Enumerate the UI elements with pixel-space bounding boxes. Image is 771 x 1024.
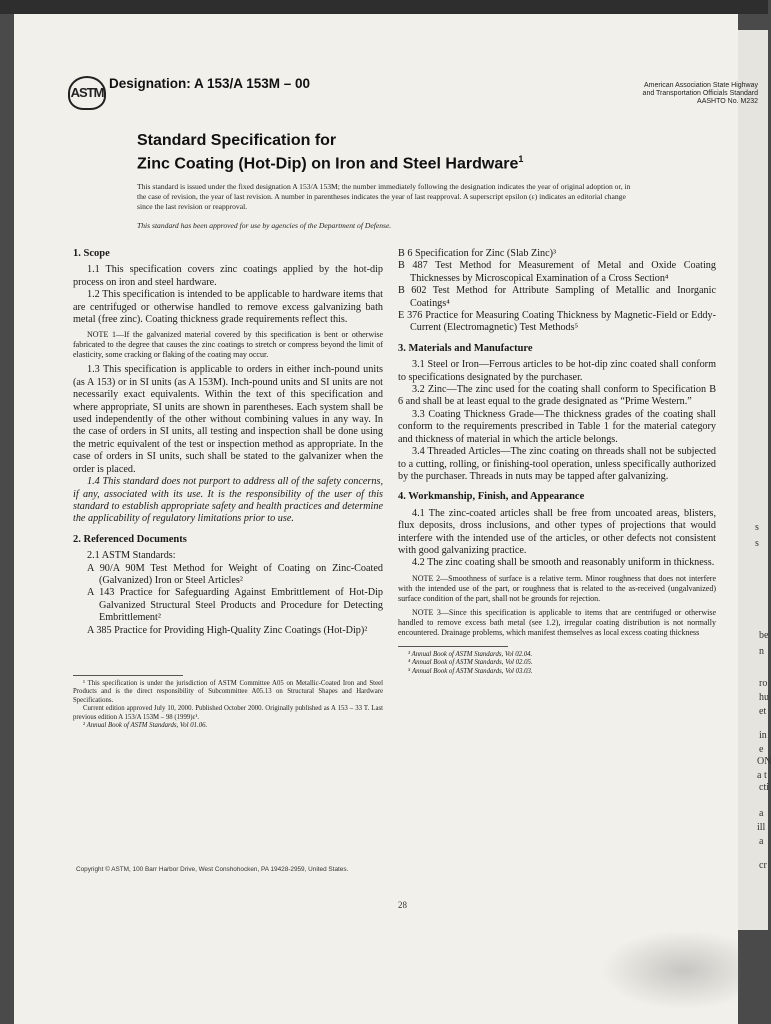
paragraph: 1.1 This specification covers zinc coatings applied by the hot-dip process on iron and steel hardware.: [73, 264, 383, 288]
next-page-fragment: ro: [759, 678, 768, 689]
reference-item: A 385 Practice for Providing High-Quality Zinc Coatings (Hot-Dip)²: [87, 624, 368, 636]
next-page-fragment: cti: [759, 782, 769, 793]
title-footnote-mark: 1: [518, 154, 524, 164]
scan-top-edge: [0, 0, 768, 14]
reference-item: B 602 Test Method for Attribute Sampling of Metallic and Inorganic Coatings⁴: [398, 285, 716, 309]
footnote: ³ Annual Book of ASTM Standards, Vol 02.04.: [408, 650, 533, 658]
next-page-fragment: s: [755, 538, 759, 549]
right-column: [398, 248, 716, 676]
paragraph: 2.1 ASTM Standards:: [87, 550, 176, 562]
astm-logo: ASTM: [68, 76, 106, 110]
reference-item: A 143 Practice for Safeguarding Against Embrittlement of Hot-Dip Galvanized Structural Steel Products and Procedure for Detecting Embrittlement²: [87, 587, 383, 624]
designation: Designation: A 153/A 153M – 00: [109, 76, 311, 91]
next-page-fragment: et: [759, 706, 767, 717]
footnote: ² Annual Book of ASTM Standards, Vol 01.06.: [83, 722, 208, 729]
paragraph: 1.2 This specification is intended to be applicable to hardware items that are centrifuged or otherwise handled to remove excess galvanizing bath metal (free zinc). Coating thickness grade requirements reflect this.: [73, 289, 383, 326]
paragraph: 1.4 This standard does not purport to address all of the safety concerns, if any, associated with its use. It is the responsibility of the user of this standard to establish appropriate safety and health practices and determine the applicability of regulatory limitations prior to use.: [73, 476, 383, 525]
reference-item: E 376 Practice for Measuring Coating Thickness by Magnetic-Field or Eddy-Current (Electromagnetic) Test Methods⁵: [398, 310, 716, 334]
next-page-fragment: a: [759, 808, 764, 819]
page-number: 28: [398, 900, 407, 910]
reference-item: B 487 Test Method for Measurement of Metal and Oxide Coating Thicknesses by Microscopical Examination of a Cross Section⁴: [398, 260, 716, 284]
scan-smudge: [600, 930, 740, 1010]
next-page-fragment: ill: [757, 822, 766, 833]
next-page-fragment: ON: [757, 756, 771, 767]
next-page-fragment: n: [759, 646, 764, 657]
paragraph: 3.2 Zinc—The zinc used for the coating shall conform to Specification B 6 and shall be at least equal to the grade designated as “Prime Western.”: [398, 384, 716, 408]
next-page-fragment: a: [759, 836, 764, 847]
footnote: ⁵ Annual Book of ASTM Standards, Vol 03.03.: [408, 667, 533, 675]
note: NOTE 1—If the galvanized material covered by this specification is bent or otherwise fabricated to the degree that causes the zinc coatings to stretch or compress beyond the limit of elasticity, some cracking or flaking of the coating may occur.: [73, 330, 383, 360]
title-line-2: Zinc Coating (Hot-Dip) on Iron and Steel Hardware$^1$: [137, 154, 524, 173]
dod-approval: This standard has been approved for use by agencies of the Department of Defense.: [137, 221, 392, 230]
footnote-rule: [73, 675, 183, 676]
issuance-notice: This standard is issued under the fixed designation A 153/A 153M; the number immediately following the designation indicates the year of original adoption or, in the case of revision, the year of last revision. A number in parentheses indicates the year of last reapproval. A superscript epsilon (ε) indicates an editorial change since the last revision or reapproval.: [137, 182, 631, 211]
next-page-fragment: in: [759, 730, 767, 741]
section-heading-scope: 1. Scope: [73, 248, 110, 259]
aashto-line: AASHTO No. M232: [697, 98, 758, 105]
section-heading-workmanship: 4. Workmanship, Finish, and Appearance: [398, 491, 585, 503]
aashto-line: and Transportation Officials Standard: [642, 90, 758, 97]
next-page-fragment: be: [759, 630, 769, 641]
reference-item: A 90/A 90M Test Method for Weight of Coating on Zinc-Coated (Galvanized) Iron or Steel Articles²: [87, 562, 383, 586]
aashto-line: American Association State Highway: [644, 82, 758, 89]
left-column: [73, 248, 383, 730]
section-heading-referenced-documents: 2. Referenced Documents: [73, 533, 187, 545]
footnote: Current edition approved July 10, 2000. Published October 2000. Originally published as A 153 – 33 T. Last previous edition A 153/A 153M – 98 (1999)ε¹.: [73, 705, 383, 721]
paragraph: 3.1 Steel or Iron—Ferrous articles to be hot-dip zinc coated shall conform to specifications designated by the purchaser.: [398, 359, 716, 383]
paragraph: 4.1 The zinc-coated articles shall be free from uncoated areas, blisters, flux deposits, dross inclusions, and other types of projections that would interfere with the intended use of the articles, or other defects not consistent with good galvanizing practice.: [398, 507, 716, 556]
footnote-rule: [398, 646, 508, 647]
next-page-fragment: cr: [759, 860, 767, 871]
next-page-fragment: e: [759, 744, 764, 755]
document-title: [137, 132, 523, 173]
aashto-reference: [588, 82, 758, 106]
note: NOTE 2—Smoothness of surface is a relative term. Minor roughness that does not interfere with the intended use of the part, or roughness that is related to the as-received (ungalvanized) surface condition of the part, shall not be grounds for rejection.: [398, 573, 716, 603]
next-page-fragment: a t: [757, 770, 767, 781]
paragraph: 1.3 This specification is applicable to orders in either inch-pound units (as A 153) or in SI units (as A 153M). Inch-pound units and SI units are not necessarily exact equivalents. Within the text of this specification and where appropriate, SI units are shown in parentheses. Each system shall be used independently of the other without combining values in any way. In the case of orders in SI units, all testing and inspection shall be done using the metric equivalent of the test or inspection method as appropriate. In the case of orders in SI units, such shall be stated to the galvanizer when the order is placed.: [73, 364, 383, 475]
footnote: ¹ This specification is under the jurisdiction of ASTM Committee A05 on Metallic-Coated Iron and Steel Products and is the direct responsibility of Subcommittee A05.13 on Structural Shapes and Hardware Specifications.: [73, 679, 383, 704]
note: NOTE 3—Since this specification is applicable to items that are centrifuged or otherwise handled to remove excess bath metal (see 1.2), irregular coating distribution is not normally encountered. Drainage problems, which manifest themselves as local excess coating thickness: [398, 607, 716, 637]
footnote: ⁴ Annual Book of ASTM Standards, Vol 02.05.: [408, 659, 533, 667]
copyright-line: Copyright © ASTM, 100 Barr Harbor Drive, West Conshohocken, PA 19428-2959, United States.: [76, 866, 349, 873]
next-page-fragment: hu: [759, 692, 769, 703]
next-page-fragment: s: [755, 522, 759, 533]
paragraph: 3.3 Coating Thickness Grade—The thickness grades of the coating shall conform to the requirements prescribed in Table 1 for the material category and thickness of material in which the article belongs.: [398, 408, 716, 445]
paragraph: 3.4 Threaded Articles—The zinc coating on threads shall not be subjected to a cutting, rolling, or finishing-tool operation, unless specifically authorized by the purchaser. Threads in nuts may be tapped after galvanizing.: [398, 446, 716, 482]
next-page-edge: [735, 30, 771, 930]
paragraph: 4.2 The zinc coating shall be smooth and reasonably uniform in thickness.: [412, 557, 715, 569]
reference-item: B 6 Specification for Zinc (Slab Zinc)³: [398, 248, 557, 259]
section-heading-materials: 3. Materials and Manufacture: [398, 342, 533, 354]
title-line-1: Standard Specification for: [137, 132, 337, 149]
